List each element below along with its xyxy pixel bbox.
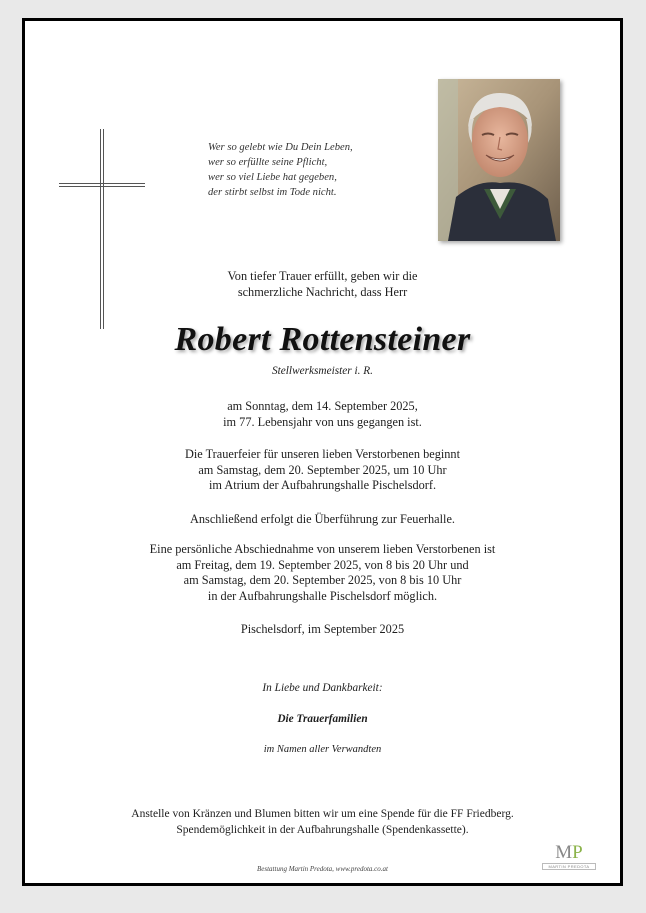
intro-text: [25, 269, 620, 300]
ceremony-details: [25, 447, 620, 494]
intro-line: Von tiefer Trauer erfüllt, geben wir die: [227, 269, 418, 283]
funeral-home-logo: [542, 843, 596, 873]
poem-line: Wer so gelebt wie Du Dein Leben,: [208, 142, 353, 153]
logo-subtitle: MARTIN PREDOTA: [542, 863, 596, 870]
death-line: am Sonntag, dem 14. September 2025,: [227, 399, 418, 413]
farewell-details: [25, 542, 620, 604]
poem-line: wer so erfüllte seine Pflicht,: [208, 157, 328, 168]
death-line: im 77. Lebensjahr von uns gegangen ist.: [223, 414, 422, 429]
farewell-line: Eine persönliche Abschiednahme von unserem lieben Verstorbenen ist: [149, 542, 496, 556]
donation-note: [25, 806, 620, 838]
logo-letter-p: P: [572, 842, 583, 863]
ceremony-line: am Samstag, dem 20. September 2025, um 10 Uhr: [198, 462, 447, 477]
relatives-line: im Namen aller Verwandten: [263, 744, 382, 755]
gratitude-line: In Liebe und Dankbarkeit:: [262, 682, 383, 694]
poem-line: der stirbt selbst im Tode nicht.: [208, 187, 337, 198]
poem-line: wer so viel Liebe hat gegeben,: [208, 172, 337, 183]
ceremony-line: Die Trauerfeier für unseren lieben Verstorbenen beginnt: [185, 447, 460, 461]
families-signature: Die Trauerfamilien: [277, 713, 368, 725]
memorial-poem: [208, 140, 428, 200]
donation-line: Spendemöglichkeit in der Aufbahrungshalle (Spendenkassette).: [176, 824, 469, 836]
deceased-name: Robert Rottensteiner: [174, 321, 471, 358]
transfer-notice: Anschließend erfolgt die Überführung zur Feuerhalle.: [190, 512, 455, 526]
logo-letter-m: M: [555, 842, 573, 863]
farewell-line: am Samstag, dem 20. September 2025, von 8 bis 10 Uhr: [183, 573, 462, 587]
obituary-page: [22, 18, 623, 886]
farewell-line: am Freitag, dem 19. September 2025, von 8 bis 20 Uhr und: [176, 557, 469, 572]
portrait-photo: [438, 79, 560, 241]
place-date: Pischelsdorf, im September 2025: [240, 622, 405, 636]
funeral-home-imprint: Bestattung Martin Predota, www.predota.co.at: [257, 865, 388, 873]
farewell-line: in der Aufbahrungshalle Pischelsdorf möglich.: [207, 588, 438, 603]
intro-line: schmerzliche Nachricht, dass Herr: [237, 284, 408, 299]
ceremony-line: im Atrium der Aufbahrungshalle Pischelsdorf.: [208, 478, 437, 492]
deceased-title: Stellwerksmeister i. R.: [271, 365, 374, 377]
death-notice: [25, 399, 620, 430]
donation-line: Anstelle von Kränzen und Blumen bitten wir um eine Spende für die FF Friedberg.: [131, 808, 514, 820]
